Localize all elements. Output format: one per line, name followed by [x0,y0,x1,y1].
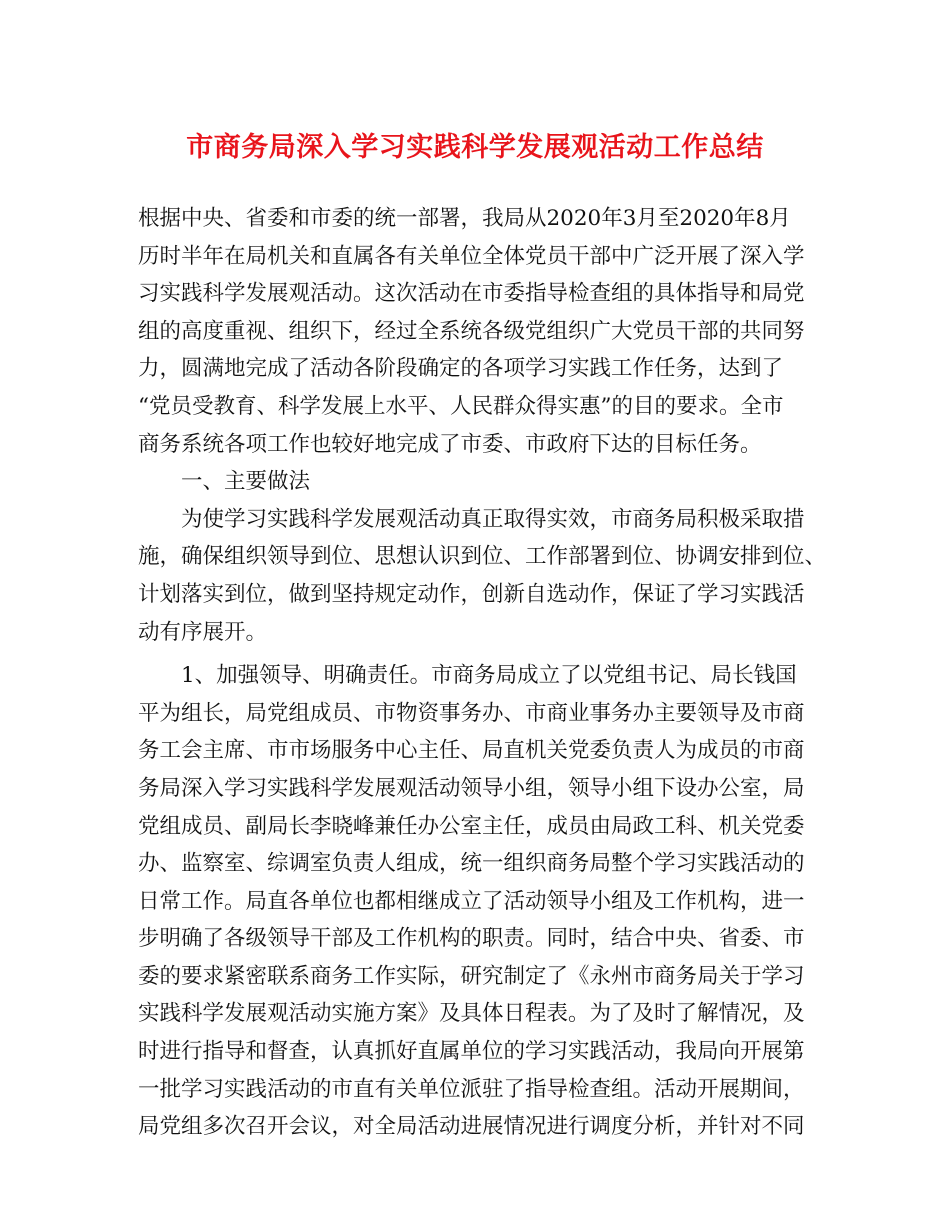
text-line: 根据中央、省委和市委的统一部署，我局从2020年3月至2020年8月 [138,206,791,231]
text-line: 平为组长，局党组成员、市物资事务办、市商业事务办主要领导及市商 [138,700,805,726]
text-line: 历时半年在局机关和直属各有关单位全体党员干部中广泛开展了深入学 [138,243,805,269]
text-line: 务局深入学习实践科学发展观活动领导小组，领导小组下设办公室，局 [138,775,805,801]
text-line: 计划落实到位，做到坚持规定动作，创新自选动作，保证了学习实践活 [138,581,805,607]
text-line: 一批学习实践活动的市直有关单位派驻了指导检查组。活动开展期间， [138,1076,805,1102]
document-body [138,200,828,1146]
text-line: 商务系统各项工作也较好地完成了市委、市政府下达的目标任务。 [138,431,762,457]
text-line: 为使学习实践科学发展观活动真正取得实效，市商务局积极采取措 [181,506,805,532]
text-line: 局党组多次召开会议，对全局活动进展情况进行调度分析，并针对不同 [138,1114,805,1140]
section-heading: 一、主要做法 [181,469,311,495]
text-line: 办、监察室、综调室负责人组成，统一组织商务局整个学习实践活动的 [138,851,805,877]
text-line: 党组成员、副局长李晓峰兼任办公室主任，成员由局政工科、机关党委 [138,813,805,839]
text-line: 力，圆满地完成了活动各阶段确定的各项学习实践工作任务，达到了 [138,356,784,382]
document-title: 市商务局深入学习实践科学发展观活动工作总结 [186,132,764,163]
text-line: 日常工作。局直各单位也都相继成立了活动领导小组及工作机构，进一 [138,888,805,914]
text-line: 组的高度重视、组织下，经过全系统各级党组织广大党员干部的共同努 [138,318,805,344]
text-line: “党员受教育、科学发展上水平、人民群众得实惠”的目的要求。全市 [138,393,784,419]
text-line: 施，确保组织领导到位、思想认识到位、工作部署到位、协调安排到位、 [138,544,827,570]
text-line: 时进行指导和督查，认真抓好直属单位的学习实践活动，我局向开展第 [138,1039,805,1065]
text-line: 委的要求紧密联系商务工作实际，研究制定了《永州市商务局关于学习 [138,963,805,989]
text-line: 习实践科学发展观活动。这次活动在市委指导检查组的具体指导和局党 [138,281,805,307]
text-line: 务工会主席、市市场服务中心主任、局直机关党委负责人为成员的市商 [138,738,805,764]
text-line: 动有序展开。 [138,619,268,645]
text-line: 步明确了各级领导干部及工作机构的职责。同时，结合中央、省委、市 [138,926,805,952]
text-line: 1、加强领导、明确责任。市商务局成立了以党组书记、局长钱国 [181,663,797,689]
text-line: 实践科学发展观活动实施方案》及具体日程表。为了及时了解情况，及 [138,1001,805,1027]
